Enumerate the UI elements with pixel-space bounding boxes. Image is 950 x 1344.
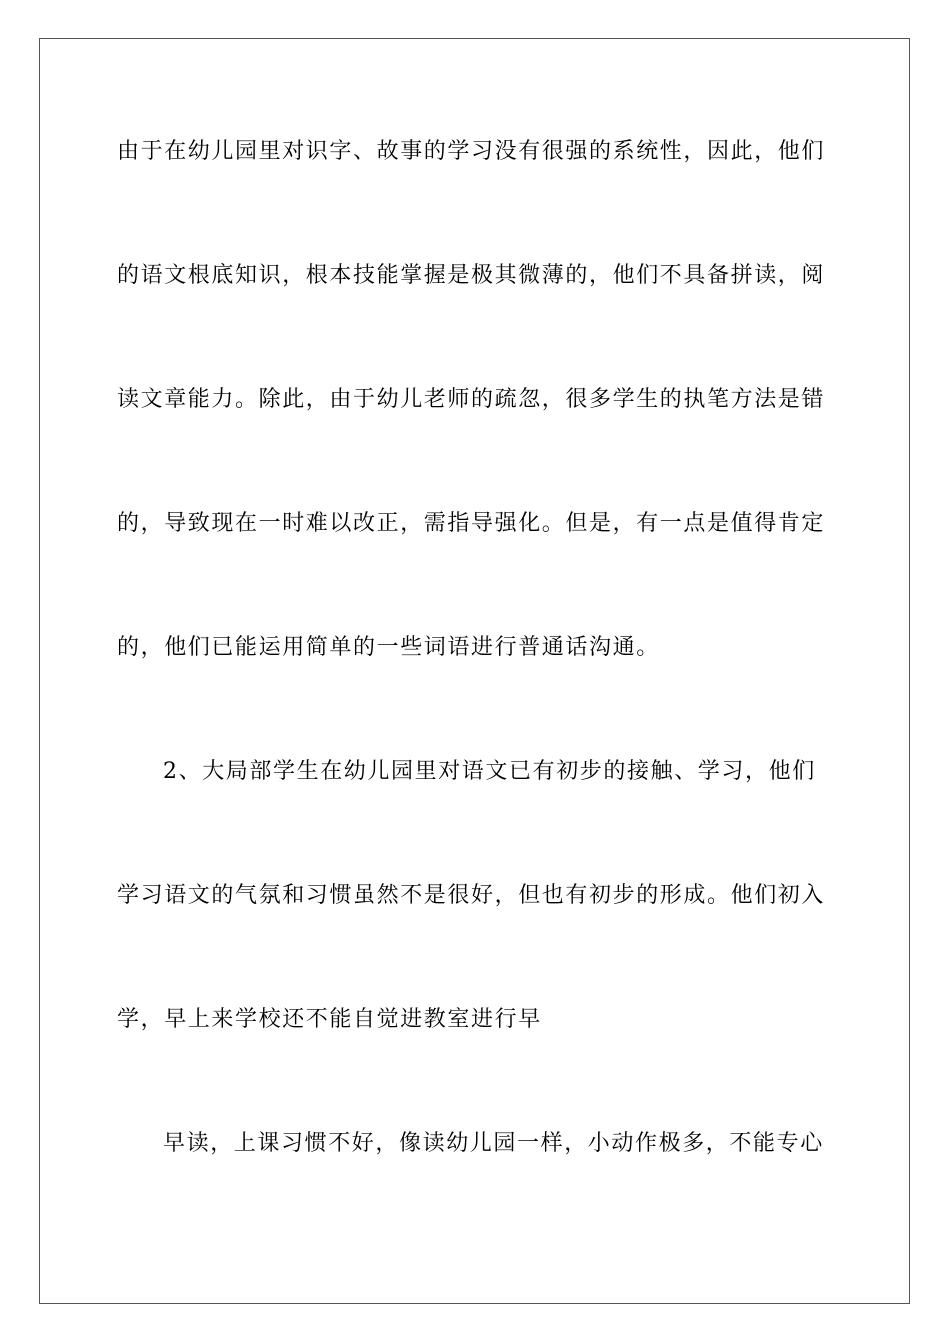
- paragraph-line-9: 早读，上课习惯不好，像读幼儿园一样，小动作极多，不能专心: [163, 1131, 824, 1156]
- paragraph-line-5: 的，他们已能运用简单的一些词语进行普通话沟通。: [117, 635, 660, 660]
- paragraph-line-8: 学，早上来学校还不能自觉进教室进行早: [117, 1007, 542, 1032]
- paragraph-line-7: 学习语文的气氛和习惯虽然不是很好，但也有初步的形成。他们初入: [117, 883, 826, 908]
- page-border: [39, 38, 910, 1304]
- paragraph-line-4: 的，导致现在一时难以改正，需指导强化。但是，有一点是值得肯定: [117, 511, 826, 536]
- paragraph-line-3: 读文章能力。除此，由于幼儿老师的疏忽，很多学生的执笔方法是错: [117, 387, 826, 412]
- paragraph-line-1: 由于在幼儿园里对识字、故事的学习没有很强的系统性，因此，他们: [117, 139, 826, 164]
- paragraph-line-2: 的语文根底知识，根本技能掌握是极其微薄的，他们不具备拼读，阅: [117, 263, 826, 288]
- paragraph-line-6: 2、大局部学生在幼儿园里对语文已有初步的接触、学习，他们: [163, 759, 816, 784]
